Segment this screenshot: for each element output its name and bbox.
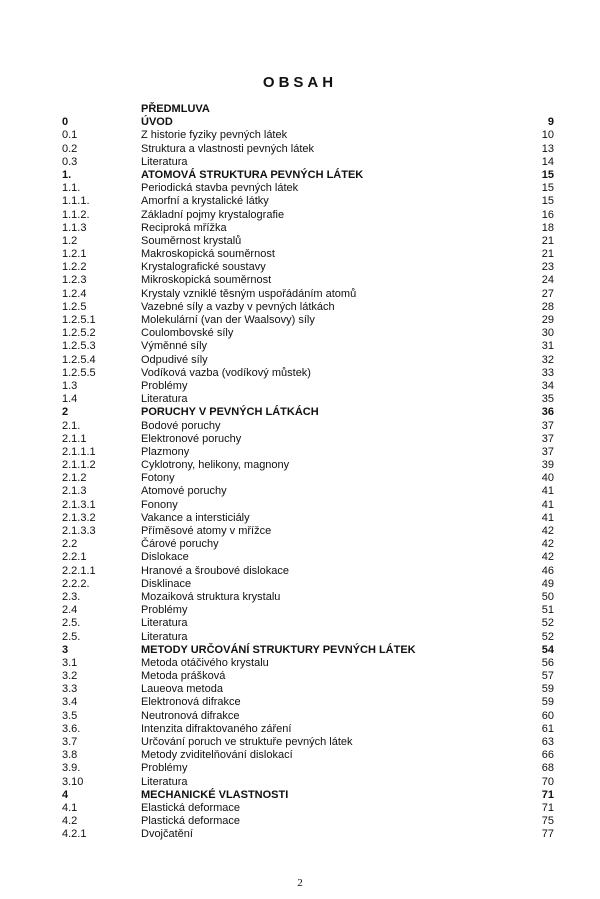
page-number: 2 (297, 877, 303, 889)
toc-entry-number: 1.2.4 (62, 287, 87, 300)
toc-entry (0, 525, 600, 538)
toc-entry-title: Určování poruch ve struktuře pevných látek (141, 736, 353, 748)
toc-entry-title: Literatura (141, 155, 188, 168)
toc-entry (0, 367, 600, 380)
toc-entry-number: 2.4 (62, 604, 78, 617)
toc-entry (0, 301, 600, 314)
toc-entry-number: 1.2.5.5 (62, 366, 96, 379)
toc-entry (0, 222, 600, 235)
toc-entry-title: Neutronová difrakce (141, 709, 240, 722)
toc-entry-number: 2.1. (62, 419, 81, 432)
toc-entry-title: Periodická stavba pevných látek (141, 182, 299, 195)
toc-entry-number: 1.2.5.1 (62, 314, 96, 326)
toc-entry-number: 0.1 (62, 129, 78, 142)
toc-entry-number: 1.1.2. (62, 208, 90, 221)
toc-entry-number: 3.1 (62, 656, 78, 669)
page-title: OBSAH (262, 74, 338, 91)
toc-entry-title: Metody zviditelňování dislokací (141, 749, 293, 762)
toc-entry (0, 129, 600, 142)
toc-entry-page: 9 (547, 116, 554, 129)
toc-entry-number: 4.1 (62, 801, 78, 814)
toc-entry-page: 32 (541, 353, 554, 366)
toc-entry-page: 54 (541, 643, 554, 656)
toc-entry-page: 71 (541, 788, 554, 801)
toc-entry-title: Literatura (141, 393, 188, 406)
toc-entry (0, 631, 600, 644)
toc-entry-title: Vodíková vazba (vodíkový můstek) (141, 366, 311, 379)
toc-entry-page: 46 (541, 564, 554, 577)
toc-entry (0, 261, 600, 274)
toc-entry (0, 446, 600, 459)
toc-entry-number: 1.2.3 (62, 274, 87, 287)
toc-entry (0, 472, 600, 485)
toc-entry (0, 657, 600, 670)
toc-entry-page: 77 (541, 828, 554, 841)
toc-entry-number: 1. (62, 168, 72, 181)
toc-entry-page: 24 (541, 274, 554, 287)
toc-entry-page: 15 (541, 195, 554, 208)
toc-entry-page: 27 (541, 287, 554, 300)
toc-entry-page: 23 (541, 261, 554, 274)
toc-entry-number: 3.5 (62, 709, 78, 722)
toc-entry-number: 4.2 (62, 815, 78, 828)
toc-entry-title: ATOMOVÁ STRUKTURA PEVNÝCH LÁTEK (141, 168, 364, 181)
toc-entry-number: 2.2 (62, 538, 78, 551)
toc-entry (0, 354, 600, 367)
toc-entry (0, 512, 600, 525)
toc-entry-number: 2.1.1.1 (62, 445, 96, 458)
toc-entry (0, 762, 600, 775)
toc-entry-title: Literatura (141, 617, 188, 630)
toc-entry-page: 49 (541, 577, 554, 590)
toc-entry (0, 789, 600, 802)
toc-entry-page: 51 (541, 604, 554, 617)
toc-entry-title: Fotony (141, 472, 175, 485)
toc-entry-number: 1.3 (62, 379, 78, 392)
toc-entry-number: 2 (62, 406, 69, 419)
toc-entry-page: 30 (541, 327, 554, 340)
toc-entry-page: 21 (541, 234, 554, 247)
toc-entry-title: PŘEDMLUVA (141, 103, 210, 115)
toc-entry (0, 156, 600, 169)
toc-entry (0, 538, 600, 551)
toc-entry-number: 1.2 (62, 234, 78, 247)
toc-entry-page: 42 (541, 525, 554, 537)
toc-entry-page: 10 (541, 129, 554, 142)
toc-entry-number: 2.1.1 (62, 432, 87, 445)
toc-entry-number: 2.1.3.3 (62, 525, 96, 537)
toc-entry (0, 274, 600, 287)
toc-entry-number: 1.2.2 (62, 261, 87, 274)
toc-entry-title: Laueova metoda (141, 683, 223, 696)
toc-entry-page: 42 (541, 551, 554, 564)
toc-entry-page: 33 (541, 366, 554, 379)
toc-entry (0, 670, 600, 683)
toc-entry-page: 37 (541, 419, 554, 432)
toc-entry-title: Elastická deformace (141, 801, 241, 814)
toc-entry-page: 59 (541, 683, 554, 696)
toc-entry-page: 37 (541, 432, 554, 445)
table-of-contents (0, 103, 600, 842)
toc-entry-number: 1.4 (62, 393, 78, 406)
toc-entry (0, 499, 600, 512)
toc-entry-page: 60 (541, 709, 554, 722)
toc-entry (0, 683, 600, 696)
toc-entry-title: Krystaly vzniklé těsným uspořádáním atomů (141, 287, 357, 300)
toc-entry-title: Literatura (141, 630, 188, 643)
toc-entry-page: 14 (541, 155, 554, 168)
toc-entry-page: 37 (541, 445, 554, 458)
toc-entry (0, 406, 600, 419)
toc-entry (0, 288, 600, 301)
toc-entry (0, 828, 600, 841)
toc-entry-page: 61 (541, 722, 554, 735)
toc-entry-title: Cyklotrony, helikony, magnony (141, 459, 290, 472)
toc-entry-page: 63 (541, 736, 554, 748)
toc-entry (0, 169, 600, 182)
toc-entry-title: Elektronové poruchy (141, 432, 242, 445)
toc-entry-title: Bodové poruchy (141, 419, 221, 432)
toc-entry-number: 2.3. (62, 590, 81, 603)
toc-entry-page: 75 (541, 815, 554, 828)
toc-entry-number: 2.1.3.2 (62, 511, 96, 524)
toc-entry (0, 209, 600, 222)
toc-entry-page: 41 (541, 485, 554, 498)
toc-entry (0, 116, 600, 129)
toc-entry-title: Krystalografické soustavy (141, 261, 266, 274)
toc-entry-number: 2.1.3 (62, 485, 87, 498)
toc-entry (0, 723, 600, 736)
toc-entry-page: 15 (541, 168, 554, 181)
toc-entry-page: 36 (541, 406, 554, 419)
toc-entry-page: 70 (541, 775, 554, 788)
toc-entry-number: 3.2 (62, 670, 78, 683)
toc-entry-title: Základní pojmy krystalografie (141, 208, 285, 221)
toc-entry (0, 617, 600, 630)
toc-entry-number: 4.2.1 (62, 828, 87, 841)
toc-entry-page: 41 (541, 498, 554, 511)
toc-entry-title: Metoda prášková (141, 670, 226, 683)
toc-entry-number: 4 (62, 788, 69, 801)
toc-entry (0, 393, 600, 406)
toc-entry (0, 143, 600, 156)
toc-entry-title: Struktura a vlastnosti pevných látek (141, 142, 315, 155)
toc-entry-title: Výměnné síly (141, 340, 208, 353)
toc-entry (0, 235, 600, 248)
toc-entry (0, 420, 600, 433)
toc-entry-page: 18 (541, 221, 554, 234)
toc-entry-title: Intenzita difraktovaného záření (141, 722, 292, 735)
toc-entry-number: 2.1.1.2 (62, 459, 96, 472)
toc-entry (0, 565, 600, 578)
toc-entry (0, 578, 600, 591)
toc-entry (0, 591, 600, 604)
toc-entry-title: Dislokace (141, 551, 189, 564)
toc-entry-number: 0.2 (62, 142, 78, 155)
toc-entry-number: 2.1.3.1 (62, 498, 96, 511)
toc-entry-page: 56 (541, 656, 554, 669)
toc-entry-number: 2.2.2. (62, 577, 90, 590)
toc-entry-title: PORUCHY V PEVNÝCH LÁTKÁCH (141, 406, 319, 419)
toc-entry-title: Literatura (141, 775, 188, 788)
toc-entry (0, 802, 600, 815)
toc-entry (0, 340, 600, 353)
toc-entry-page: 35 (541, 393, 554, 406)
toc-entry-page: 41 (541, 511, 554, 524)
toc-entry-title: Příměsové atomy v mřížce (141, 525, 272, 537)
toc-entry-page: 39 (541, 459, 554, 472)
toc-entry-number: 1.2.5.4 (62, 353, 96, 366)
toc-entry-title: Coulombovské síly (141, 327, 234, 340)
toc-entry-page: 16 (541, 208, 554, 221)
toc-entry-number: 3.9. (62, 762, 81, 775)
toc-entry-page: 68 (541, 762, 554, 775)
toc-entry-page: 50 (541, 590, 554, 603)
toc-entry-page: 31 (541, 340, 554, 353)
toc-entry (0, 485, 600, 498)
toc-entry-title: METODY URČOVÁNÍ STRUKTURY PEVNÝCH LÁTEK (141, 643, 416, 656)
toc-entry-title: Mozaiková struktura krystalu (141, 590, 281, 603)
toc-entry-page: 21 (541, 248, 554, 261)
toc-entry-number: 1.2.5.2 (62, 327, 96, 340)
toc-entry-page: 34 (541, 379, 554, 392)
toc-entry (0, 696, 600, 709)
toc-entry-page: 59 (541, 696, 554, 709)
toc-entry-number: 1.1.1. (62, 195, 90, 208)
toc-entry-number: 3.6. (62, 722, 81, 735)
toc-entry-title: Molekulární (van der Waalsovy) síly (141, 314, 315, 326)
toc-entry (0, 380, 600, 393)
toc-entry-number: 2.2.1.1 (62, 564, 96, 577)
toc-entry (0, 749, 600, 762)
toc-entry-title: Vazebné síly a vazby v pevných látkách (141, 300, 335, 313)
toc-entry (0, 604, 600, 617)
toc-entry-title: Disklinace (141, 577, 192, 590)
toc-entry-number: 3.4 (62, 696, 78, 709)
toc-entry-title: Souměrnost krystalů (141, 234, 242, 247)
toc-entry (0, 182, 600, 195)
toc-entry-title: Plastická deformace (141, 815, 241, 828)
toc-entry-number: 2.1.2 (62, 472, 87, 485)
toc-entry-page: 13 (541, 142, 554, 155)
toc-entry-number: 1.2.5 (62, 300, 87, 313)
toc-entry-title: Reciproká mřížka (141, 221, 227, 234)
toc-entry (0, 248, 600, 261)
toc-entry-page: 28 (541, 300, 554, 313)
toc-entry (0, 710, 600, 723)
toc-entry-title: Metoda otáčivého krystalu (141, 656, 269, 669)
toc-entry-number: 3.8 (62, 749, 78, 762)
toc-entry-page: 40 (541, 472, 554, 485)
toc-entry-number: 3 (62, 643, 69, 656)
toc-entry-title: Fonony (141, 498, 178, 511)
toc-entry-title: Vakance a intersticiály (141, 511, 250, 524)
toc-entry-title: Plazmony (141, 445, 190, 458)
toc-entry-title: Odpudivé síly (141, 353, 208, 366)
toc-entry-title: Z historie fyziky pevných látek (141, 129, 288, 142)
toc-entry-page: 71 (541, 801, 554, 814)
toc-entry-page: 15 (541, 182, 554, 195)
toc-entry (0, 776, 600, 789)
toc-entry-title: Makroskopická souměrnost (141, 248, 275, 261)
toc-entry (0, 433, 600, 446)
toc-entry-number: 2.5. (62, 617, 81, 630)
toc-entry (0, 195, 600, 208)
toc-entry-number: 1.1.3 (62, 221, 87, 234)
toc-entry-page: 29 (541, 314, 554, 326)
toc-entry-title: Problémy (141, 604, 188, 617)
toc-entry-title: Hranové a šroubové dislokace (141, 564, 289, 577)
toc-entry-number: 3.10 (62, 775, 84, 788)
toc-entry-page: 57 (541, 670, 554, 683)
toc-entry (0, 736, 600, 749)
toc-entry-page: 66 (541, 749, 554, 762)
toc-entry-title: Problémy (141, 379, 188, 392)
toc-entry-number: 2.2.1 (62, 551, 87, 564)
toc-entry-title: MECHANICKÉ VLASTNOSTI (141, 788, 289, 801)
toc-entry (0, 103, 600, 116)
toc-entry-title: Dvojčatění (141, 828, 193, 841)
toc-entry (0, 815, 600, 828)
toc-entry-number: 2.5. (62, 630, 81, 643)
toc-entry-title: Atomové poruchy (141, 485, 227, 498)
toc-entry-title: Mikroskopická souměrnost (141, 274, 272, 287)
toc-entry-page: 52 (541, 630, 554, 643)
toc-entry-title: ÚVOD (141, 116, 173, 129)
toc-entry (0, 327, 600, 340)
toc-entry-title: Problémy (141, 762, 188, 775)
toc-entry (0, 644, 600, 657)
toc-entry (0, 551, 600, 564)
toc-entry (0, 459, 600, 472)
toc-entry-title: Amorfní a krystalické látky (141, 195, 269, 208)
toc-entry (0, 314, 600, 327)
toc-entry-number: 1.2.5.3 (62, 340, 96, 353)
toc-entry-title: Elektronová difrakce (141, 696, 241, 709)
toc-entry-number: 1.1. (62, 182, 81, 195)
toc-entry-number: 1.2.1 (62, 248, 87, 261)
toc-entry-page: 52 (541, 617, 554, 630)
toc-entry-number: 0 (62, 116, 69, 129)
toc-entry-number: 3.3 (62, 683, 78, 696)
toc-entry-number: 0.3 (62, 155, 78, 168)
toc-entry-number: 3.7 (62, 736, 78, 748)
toc-entry-page: 42 (541, 538, 554, 551)
toc-entry-title: Čárové poruchy (141, 538, 219, 551)
